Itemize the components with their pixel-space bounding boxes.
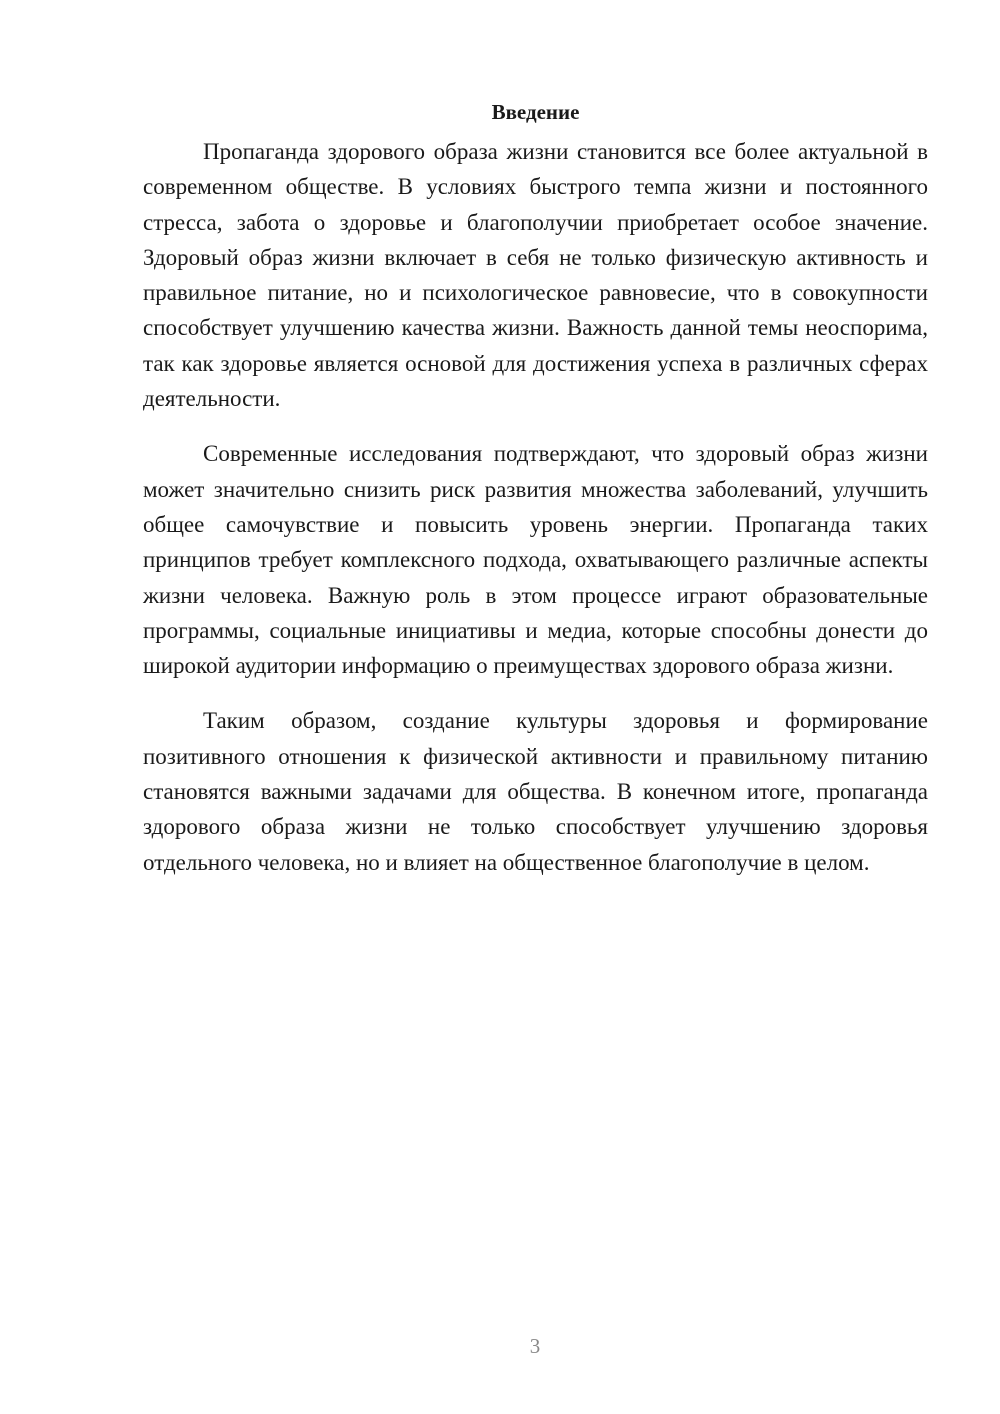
page-content	[143, 98, 928, 880]
paragraph-3: Таким образом, создание культуры здоровья и формирование позитивного отношения к физической активности и правильному питанию становятся важными задачами для общества. В конечном итоге, пропаганда здорового образа жизни не только способствует улучшению здоровья отдельного человека, но и влияет на общественное благополучие в целом.	[143, 708, 928, 875]
paragraph-1: Пропаганда здорового образа жизни становится все более актуальной в современном обществе. В условиях быстрого темпа жизни и постоянного стресса, забота о здоровье и благополучии приобретает особое значение. Здоровый образ жизни включает в себя не только физическую активность и правильное питание, но и психологическое равновесие, что в совокупности способствует улучшению качества жизни. Важность данной темы неоспорима, так как здоровье является основой для достижения успеха в различных сферах деятельности.	[143, 139, 928, 412]
page-number: 3	[529, 1334, 541, 1358]
section-heading: Введение	[491, 100, 580, 124]
paragraph-2: Современные исследования подтверждают, что здоровый образ жизни может значительно снизить риск развития множества заболеваний, улучшить общее самочувствие и повысить уровень энергии. Пропаганда таких принципов требует комплексного подхода, охватывающего различные аспекты жизни человека. Важную роль в этом процессе играют образовательные программы, социальные инициативы и медиа, которые способны донести до широкой аудитории информацию о преимуществах здорового образа жизни.	[143, 441, 928, 679]
